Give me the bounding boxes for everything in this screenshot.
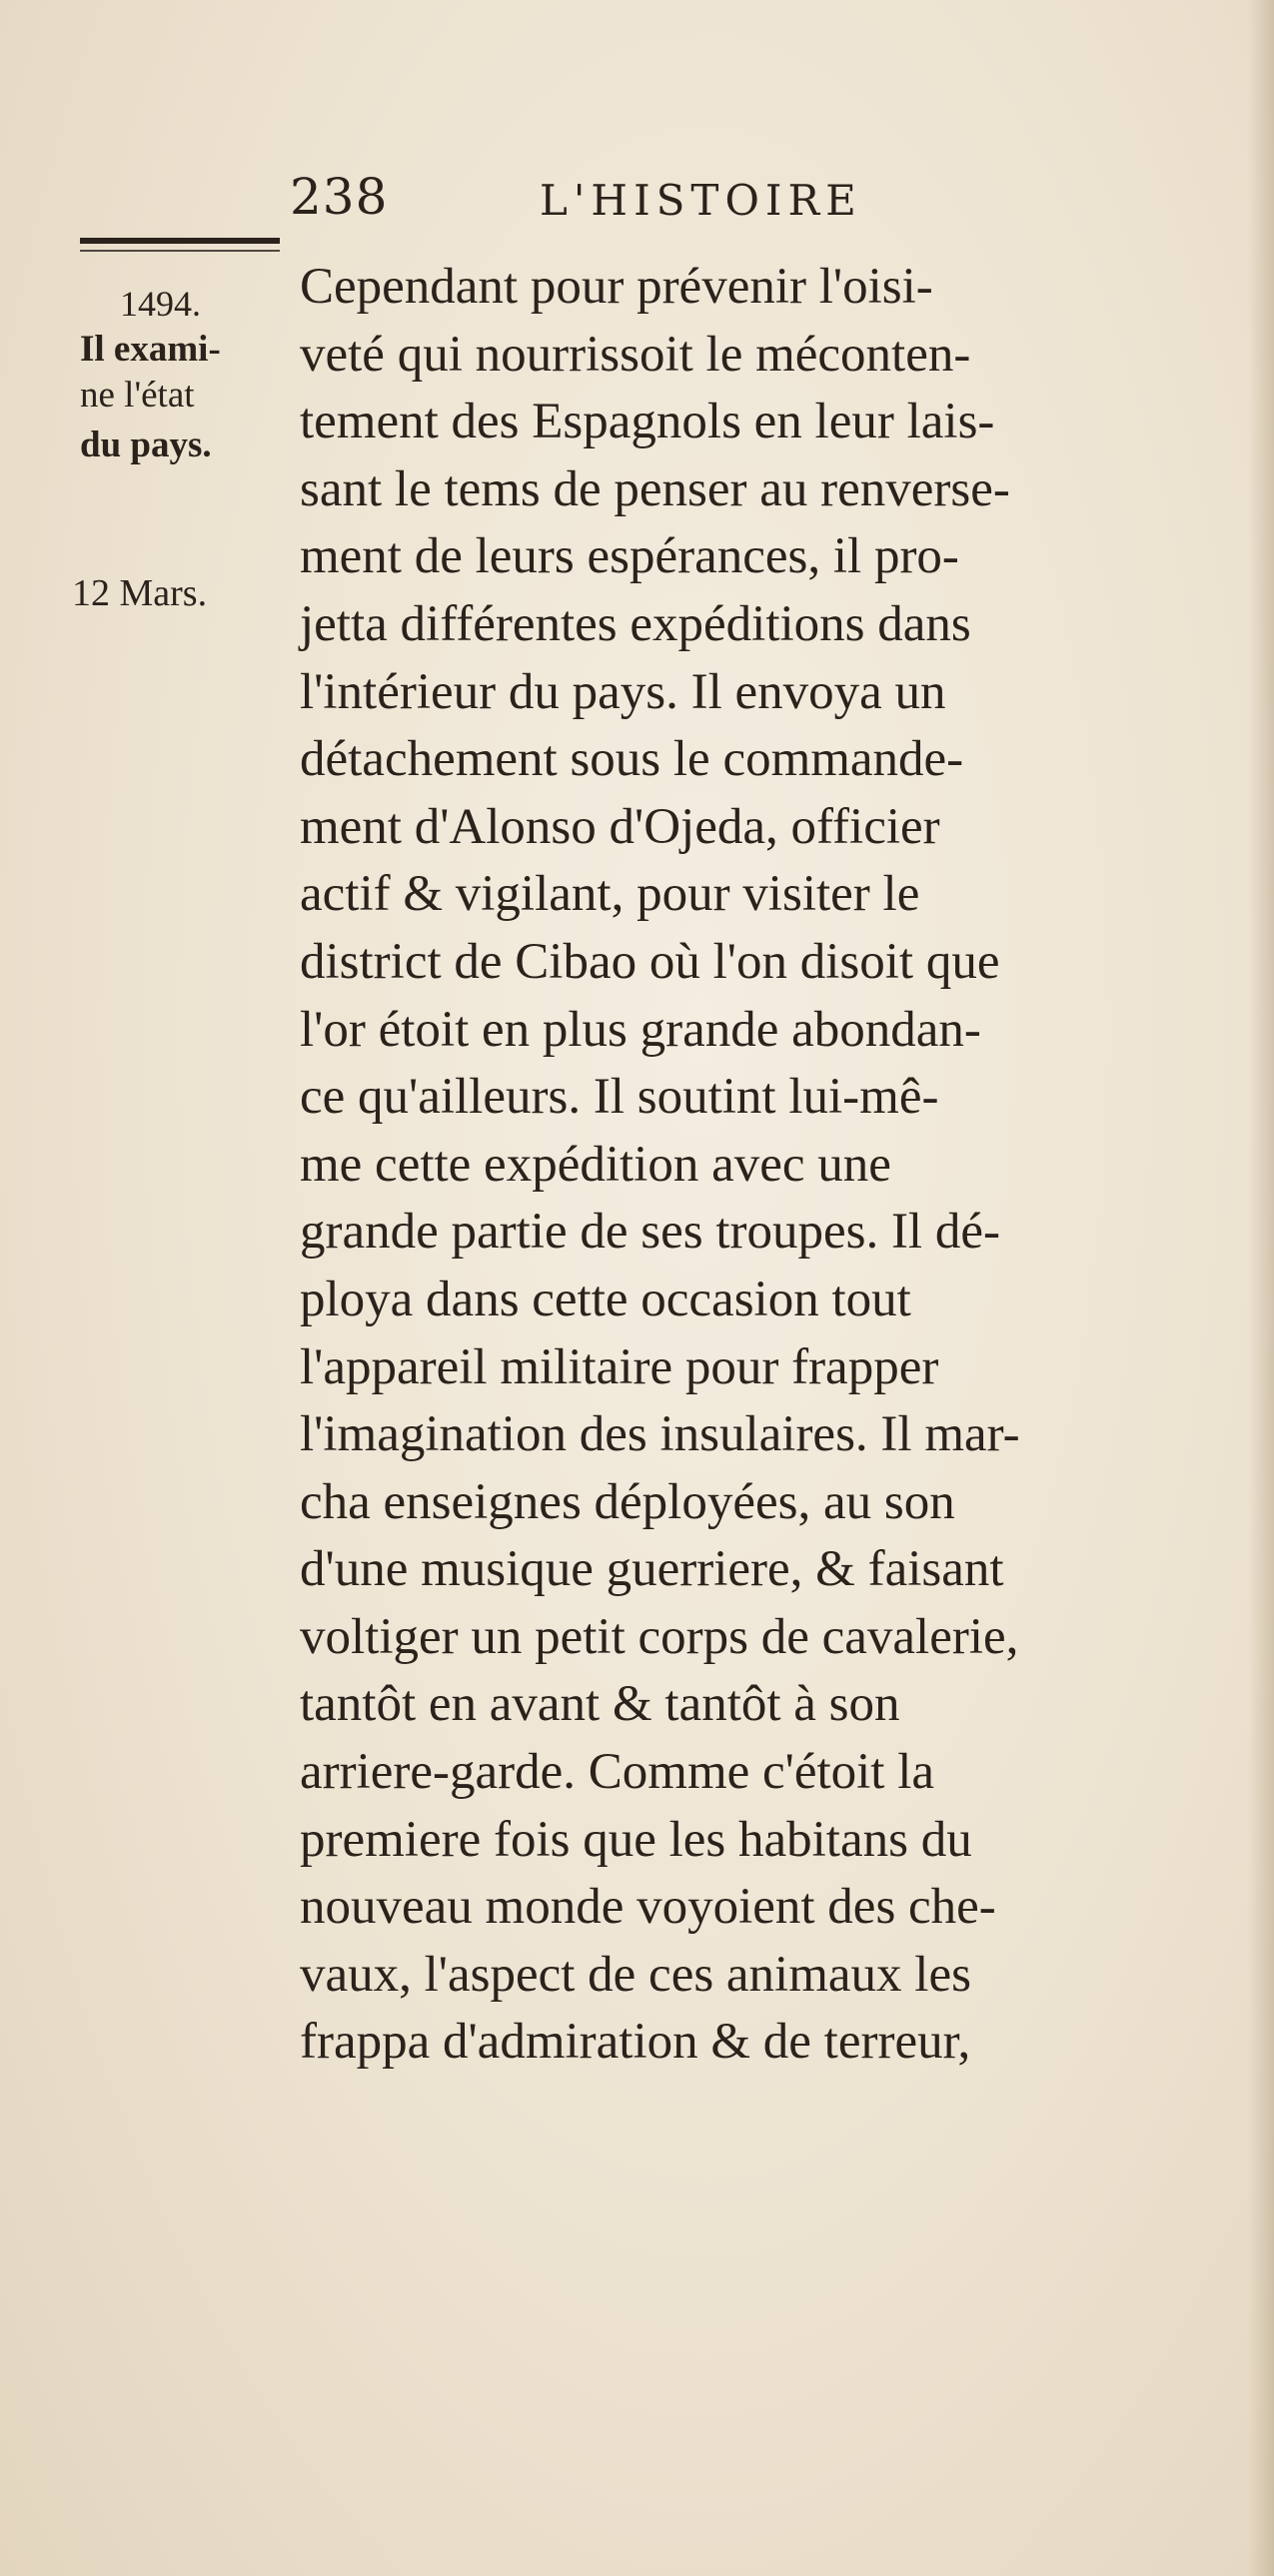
text-line: ploya dans cette occasion tout (300, 1271, 911, 1327)
running-head: L'HISTOIRE (540, 176, 862, 225)
text-line: vaux, l'aspect de ces animaux les (300, 1946, 971, 2003)
text-line: premiere fois que les habitans du (300, 1811, 972, 1868)
text-line: district de Cibao où l'on disoit que (300, 933, 1000, 990)
text-line: détachement sous le commande- (300, 731, 964, 788)
text-line: frappa d'admiration & de terreur, (300, 2014, 971, 2071)
margin-note-line-1: Il exami- (80, 329, 221, 370)
margin-note-line-2: ne l'état (80, 375, 195, 416)
page-edge-shadow (1248, 0, 1274, 2576)
page-header (290, 168, 1049, 238)
text-line: grande partie de ses troupes. Il dé- (300, 1204, 1000, 1261)
text-line: l'appareil militaire pour frapper (300, 1338, 939, 1395)
margin-note-date: 12 Mars. (72, 572, 208, 614)
text-line: actif & vigilant, pour visiter le (300, 866, 920, 923)
header-rule-thin (80, 250, 280, 252)
text-line: me cette expédition avec une (300, 1136, 891, 1193)
text-line: tantôt en avant & tantôt à son (300, 1676, 900, 1733)
text-line: ce qu'ailleurs. Il soutint lui-mê- (300, 1069, 939, 1126)
page-number: 238 (290, 168, 389, 226)
text-line: voltiger un petit corps de cavalerie, (300, 1608, 1019, 1665)
text-line: l'intérieur du pays. Il envoya un (300, 663, 946, 720)
text-line: cha enseignes déployées, au son (300, 1473, 955, 1530)
text-line: l'or étoit en plus grande abondan- (300, 1001, 981, 1058)
text-line: arriere-garde. Comme c'étoit la (300, 1744, 935, 1801)
text-line: l'imagination des insulaires. Il mar- (300, 1406, 1020, 1463)
text-line: sant le tems de penser au renverse- (300, 460, 1010, 517)
text-line: veté qui nourrissoit le méconten- (300, 326, 971, 383)
margin-note-line-3: du pays. (80, 425, 212, 465)
text-line: Cependant pour prévenir l'oisi- (300, 259, 933, 315)
text-line: tement des Espagnols en leur lais- (300, 394, 995, 450)
header-rule-thick (80, 238, 280, 244)
text-line: nouveau monde voyoient des che- (300, 1879, 996, 1936)
text-line: ment de leurs espérances, il pro- (300, 528, 959, 585)
text-line: jetta différentes expéditions dans (300, 595, 971, 652)
body-text (300, 254, 1199, 2077)
margin-note-year: 1494. (120, 284, 201, 324)
text-line: d'une musique guerriere, & faisant (300, 1541, 1004, 1598)
text-line: ment d'Alonso d'Ojeda, officier (300, 798, 940, 855)
